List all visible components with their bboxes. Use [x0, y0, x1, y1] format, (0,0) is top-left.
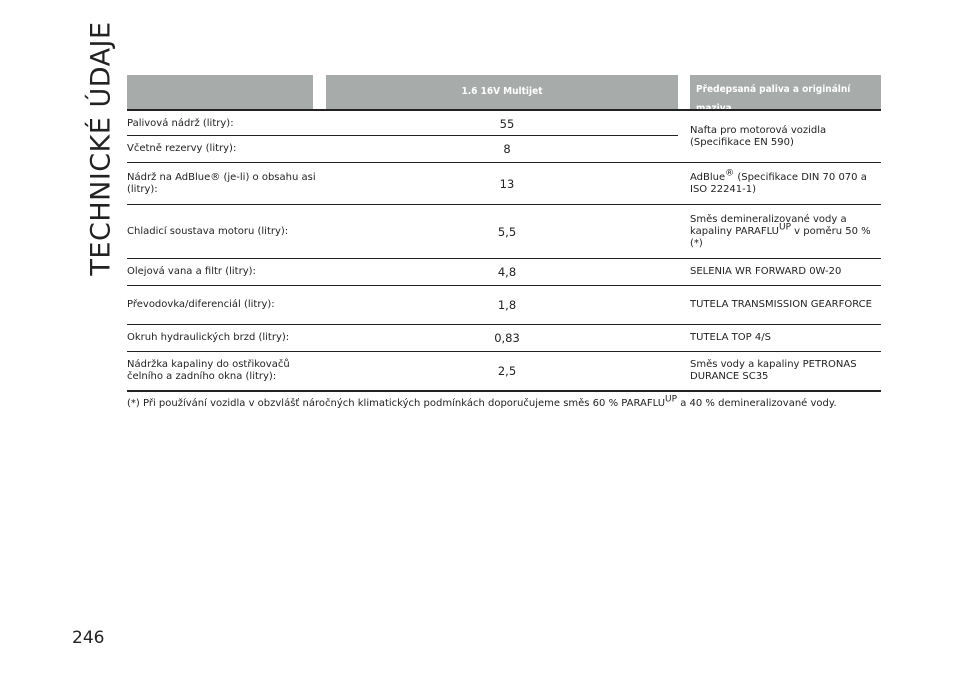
table-bottom-rule: [127, 390, 881, 392]
table-row: [127, 325, 881, 351]
section-title: [76, 20, 126, 276]
footnote: [127, 394, 881, 410]
adblue-spec: (Specifikace DIN 70 070 a ISO 22241-1): [690, 171, 867, 195]
fuel-note-diesel: Nafta pro motorová vozidla (Specifikace EN 590): [690, 124, 827, 148]
row-value: 13: [499, 176, 515, 191]
header-engine-label: 1.6 16V Multijet: [461, 86, 543, 97]
adblue-name: AdBlue: [690, 171, 726, 183]
row-label: Palivová nádrž (litry):: [127, 118, 234, 129]
fuel-note-coolant: [690, 205, 881, 258]
header-fuel-cell: [690, 75, 881, 109]
footnote-text: (*) Při používání vozidla v obzvlášť náročných klimatických podmínkách doporučujeme směs 60 % PARAFLU: [127, 398, 666, 409]
row-label: Okruh hydraulických brzd (litry):: [127, 332, 290, 343]
row-label: Nádržka kapaliny do ostřikovačů čelního a zadního okna (litry):: [127, 359, 290, 382]
page-number: 246: [72, 628, 105, 648]
row-value: 1,8: [497, 298, 517, 312]
row-label: Olejová vana a filtr (litry):: [127, 266, 256, 277]
row-label: Chladicí soustava motoru (litry):: [127, 225, 289, 237]
paraflu-sup: UP: [778, 222, 791, 233]
fuel-note-transmission: TUTELA TRANSMISSION GEARFORCE: [690, 299, 872, 310]
row-value: 8: [503, 142, 511, 156]
row-value: 55: [499, 117, 515, 131]
registered-mark: ®: [725, 168, 735, 179]
fuel-note-brake: TUTELA TOP 4/S: [690, 332, 771, 343]
row-label: Převodovka/diferenciál (litry):: [127, 299, 275, 310]
header-fuel-label: Předepsaná paliva a originální: [696, 84, 851, 95]
row-label: Včetně rezervy (litry):: [127, 143, 237, 154]
table-row: [127, 286, 881, 324]
coolant-text: Směs demineralizované vody a kapaliny PARAFLU: [690, 213, 847, 237]
row-value: 5,5: [497, 224, 517, 239]
table-row: [127, 163, 881, 204]
row-value: 0,83: [494, 331, 520, 345]
row-value: 4,8: [497, 265, 517, 279]
fuel-note-oil: SELENIA WR FORWARD 0W-20: [690, 266, 842, 277]
spec-table: [127, 75, 881, 382]
header-blank-cell: [127, 75, 313, 109]
table-row: [127, 205, 881, 258]
section-title-text: TECHNICKÉ ÚDAJE: [85, 20, 117, 276]
table-header: [127, 75, 881, 109]
paraflu-sup: UP: [665, 394, 678, 405]
row-label: Nádrž na AdBlue® (je-li) o obsahu asi (litry):: [127, 171, 316, 195]
coolant-ratio: v poměru 50 % (*): [690, 225, 871, 249]
fuel-note-adblue: [690, 163, 881, 204]
table-row: [127, 352, 881, 390]
row-value: 2,5: [497, 364, 517, 378]
header-engine-cell: [326, 75, 678, 109]
table-row: [127, 259, 881, 285]
fuel-note-washer: Směs vody a kapaliny PETRONAS DURANCE SC35: [690, 359, 857, 382]
footnote-tail: a 40 % demineralizované vody.: [677, 398, 837, 409]
